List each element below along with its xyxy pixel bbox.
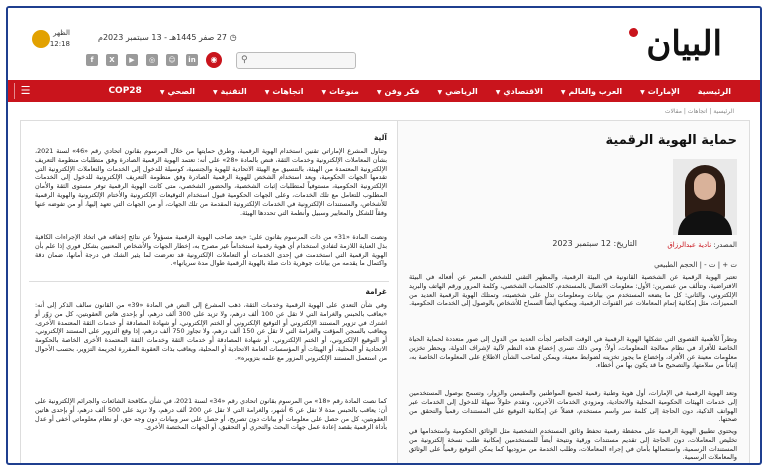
nav-item-home[interactable]: الرئيسية [697,86,731,96]
section-heading: آلية [374,133,387,142]
nav-item-label: التقنية [220,86,247,96]
chevron-down-icon: ▼ [437,88,443,96]
chevron-down-icon: ▼ [376,88,382,96]
nav-item-cop28[interactable]: COP28 [108,86,142,96]
section-paragraph: كما نصت المادة رقم «18» من المرسوم بقانون اتحادي رقم «34» لسنة 2021، في شأن مكافحة الشائعات والجرائم الإلكترونية على أن: يعاقب بالحبس مدة لا تقل عن 6 أشهر، والغرامة التي لا تقل عن 200 ألف درهم، ولا تزيد على 500 ألف درهم، أو بإحدى هاتين العقوبتين، كل من حصل على معلومات أو بيانات دون تصريح، أو حصل على سر وبيانات دون وجه حق، أو نظام معلوماتي أخفى أو عدل بأداة الرقمية بقصد إعادة عمل جهات البحث والتحري أو التحقيق، أو الجهات المختصة الأخرى. [35,397,387,432]
font-size-controls[interactable]: ت + | ت - | الحجم الطبيعي [654,261,737,269]
nav-item-world[interactable] [552,87,631,96]
prayer-label: الظهر [53,29,70,37]
dateline-text: 27 صفر 1445هـ - 13 سبتمبر 2023م [98,33,228,42]
search-input[interactable] [236,52,356,69]
section-paragraph: وفي شأن التعدي على الهوية الرقمية وخدمات الثقة، ذهب المشرع إلى النص في المادة «39» من القانون سالف الذكر إلى أنه: «يعاقب بالحبس والغرامة التي لا تقل عن 100 ألف درهم، ولا تزيد على 300 ألف درهم، أو بإحدى هاتين العقوبتين، كل من زوّر أو اشترك في تزوير المستند الإلكتروني أو التوقيع الإلكتروني أو الختم الإلكتروني، أو شهادة المصادقة أو خدمات الثقة المعتمدة الأخرى، ويعاقب بالسجن المؤقت والغرامة التي لا تقل عن 150 ألف درهم، ولا تجاوز 750 ألف درهم، إذا وقع التزوير على المستند الإلكتروني، أو التوقيع الإلكتروني، أو الختم الإلكتروني، أو شهادة المصادقة أو خدمات الثقة وخدمات الثقة المعتمدة الأخرى الخاصة بالحكومة الاتحادية أو المحلية، أو الهيئات أو المؤسسات العامة الاتحادية أو المحلية، ويعاقب بذات العقوبة المقررة لجريمة التزوير، بحسب الأحوال من استعمل المستند الإلكتروني المزور مع علمه بتزويره». [35,301,388,362]
author-name[interactable]: نادية عبدالرزاق [667,241,712,249]
site-logo[interactable]: البيان [646,24,722,64]
nav-item-opinion[interactable] [256,87,313,96]
nav-item-label: الرياضي [445,86,478,96]
date-line [552,239,637,248]
author-label: المصدر: [713,241,737,249]
browser-frame [6,6,762,465]
chevron-down-icon: ▼ [640,88,645,96]
social-links [86,54,198,66]
nav-item-emirates[interactable] [631,87,689,96]
breadcrumb[interactable]: الرئيسية | اتجاهات | مقالات [664,108,734,115]
x-icon[interactable]: X [106,54,118,66]
search-icon: ⚲ [241,55,248,65]
dateline [98,33,237,42]
youtube-icon[interactable]: ▶ [126,54,138,66]
section-heading: غرامة [365,287,387,296]
article-continuation [21,121,397,464]
logo-dot [629,28,638,37]
date-label: التاريخ: [613,239,637,248]
article-paragraph: ونظراً للأهمية القصوى التي تشكلها الهوية الرقمية في الوقت الحاضر لجأت العديد من الدول إلى صور متعددة لحماية الحياة الخاصة للأفراد في نظام معالجة المعلومات، أولاً: ومن ذلك تسري إخضاع هذه النظم لآلية لإشراف الدولة، ويحظر تخزين معلومات معينة عن الأفراد، وإخضاع ما يجوز تخزينه لضوابط معينة، ويمكن لصاحب الشأن الاطلاع على المعلومات الخاصة به، إثباتاً من سلامتها، والتصحيح ما قد يكون بها من أخطاء. [409,335,737,370]
chevron-down-icon: ▼ [560,88,566,96]
nav-item-label: فكر وفن [384,86,420,96]
nav-item-misc[interactable] [312,87,367,96]
hamburger-menu-icon[interactable]: ☰ [14,83,36,99]
chevron-down-icon: ▼ [321,88,327,96]
article-paragraph: ويحتوي تطبيق الهوية الرقمية على محفظة رقمية تحفظ وثائق المستخدم الشخصية مثل الوثائق الحكومية واستخدامها في تخليص المعاملات، دون الحاجة إلى تقديم مستندات ورقية ونتيحة أيضاً للمستخدمين إمكانية طلب نسخة إلكترونية من المستندات الرسمية، واستعمالها بأمان في إجراء المعاملات، وطلب الخدمة من مزوديها كما يمكن التوقيع رقمياً على الوثائق والمعاملات الرسمية. [409,427,737,462]
chevron-down-icon: ▼ [495,88,501,96]
facebook-icon[interactable]: f [86,54,98,66]
podcast-icon[interactable]: ◉ [206,52,222,68]
article-paragraph: تعتبر الهوية الرقمية عن الشخصية القانونية في البيئة الرقمية، والمظهر التقني للشخص المعبر عن أفعاله في البيئة الافتراضية، وتتألف من عنصرين: الأول: معلومات الاتصال بالمستخدم، كالحساب الشخصي، وكلمة المرور ورقم الهاتف والبريد الإلكتروني، والثاني: كل ما يضعه المستخدم من بيانات ومعلومات تدل على شخصيته، وتمتلك الهوية الرقمية العديد من المميزات، مثل إمكانية إتمام المعاملات عبر القنوات الرقمية، ويمكنها أيضاً السماح للأشخاص بالوصول إلى الخدمات الحكومية. [409,273,737,308]
nav-item-sports[interactable] [429,87,487,96]
chevron-down-icon: ▼ [212,88,218,96]
nav-item-label: الإمارات [647,86,680,96]
nav-item-label: الصحي [167,86,195,96]
chevron-down-icon: ▼ [264,88,270,96]
nav-item-label: العرب والعالم [568,86,623,96]
author-line [667,241,737,249]
nav-item-tech[interactable] [204,87,256,96]
article-paragraph: وتعد الهوية الرقمية في الإمارات، أول هوية وطنية رقمية لجميع المواطنين والمقيمين والزوار، وتسمح بوصول المستخدمين إلى خدمات الهيئات الحكومية المحلية والاتحادية، ومزودي الخدمات الآخرين، وتقدم حلولاً سهلة للدخول إلى الخدمات عبر الهواتف الذكية، دون الحاجة إلى كلمة سر واسم مستخدم، فضلاً عن إمكانية التوقيع على المستندات رقمياً والتحقق من صحتها. [409,389,737,424]
article-page [20,120,750,465]
main-nav [8,80,760,102]
instagram-icon[interactable]: ◎ [146,54,158,66]
section-paragraph: ونصت المادة «31» من ذات المرسوم بقانون على: «يعد صاحب الهوية الرقمية مسؤولاً عن نتائج إخفاقه في اتخاذ الإجراءات الكافية بذل العناية اللازمة لتفادي استخدام أي هوية رقمية استخداماً غير مصرح به، إخطار الجهات والأشخاص المعنيين بشكل فوري إذا علم بأن الهوية الرقمية التي استخدمت في إحدى الخدمات أو التعاملات الإلكترونية قد تعرضت لما يثير الشك في درجة أمانها، ضمان دقة واكتمال ما يقدمه من بيانات جوهرية ذات صلة بالهوية الرقمية طوال مدة سريانها». [34,233,387,268]
sun-icon [32,30,50,48]
clock-icon: ◷ [229,33,237,42]
nav-item-health[interactable] [151,87,204,96]
site-header [8,8,760,80]
nav-item-label: الاقتصادي [503,86,543,96]
article-title: حماية الهوية الرقمية [605,133,737,148]
nav-item-culture[interactable] [368,87,429,96]
date-value: 12 سبتمبر 2023 [552,239,611,248]
linkedin-icon[interactable]: in [186,54,198,66]
author-photo [673,159,737,235]
prayer-time: 12:18 [49,40,70,48]
divider [29,281,389,282]
weather-widget [30,26,70,54]
nav-item-label: اتجاهات [272,86,304,96]
article-column [397,121,749,464]
snapchat-icon[interactable]: ☺ [166,54,178,66]
nav-item-label: منوعات [329,86,359,96]
nav-item-economy[interactable] [487,87,552,96]
section-paragraph: وتناول المشرع الإماراتي تقنين استخدام الهوية الرقمية، وطرق حمايتها من خلال المرسوم بقانون اتحادي رقم «46» لسنة 2021، بشأن المعاملات الإلكترونية وخدمات الثقة، فنص بالمادة «28» على أنه: تعتمد الهوية الرقمية الصادرة وفق متطلبات منظومة التعريف الإلكترونية المعتمدة من الهيئة، بالتنسيق مع الهيئة الاتحادية للهوية والجنسية، كوسيلة للدخول إلى الخدمات والتعاملات الإلكترونية التي تقدمها الجهات الحكومية، ويعد استخدام الشخص للهوية الرقمية الصادرة وفق منظومة التعريف الإلكترونية للدخول إلى الخدمات الإلكترونية الحكومية، مستوفياً لمتطلبات إثبات الشخصية، والحضور الشخصي، متى كانت الهوية الرقمية توفر مستوى الثقة والأمان المطلوب للتعامل مع تلك الخدمات، وعلى الجهات الحكومية قبول استخدام التوقيعات الإلكترونية والأختام الإلكترونية والهوية الرقمية للأشخاص، والمستندات الإلكترونية في الخدمات الإلكترونية المقدمة من تلك الجهات، أو من الجهات التي تعهد إليها، أو من تفوضه عنها وفقاً للشكل والمعايير وسبيل وأنظمة التي تحددها الهيئة. [35,147,388,217]
chevron-down-icon: ▼ [159,88,165,96]
